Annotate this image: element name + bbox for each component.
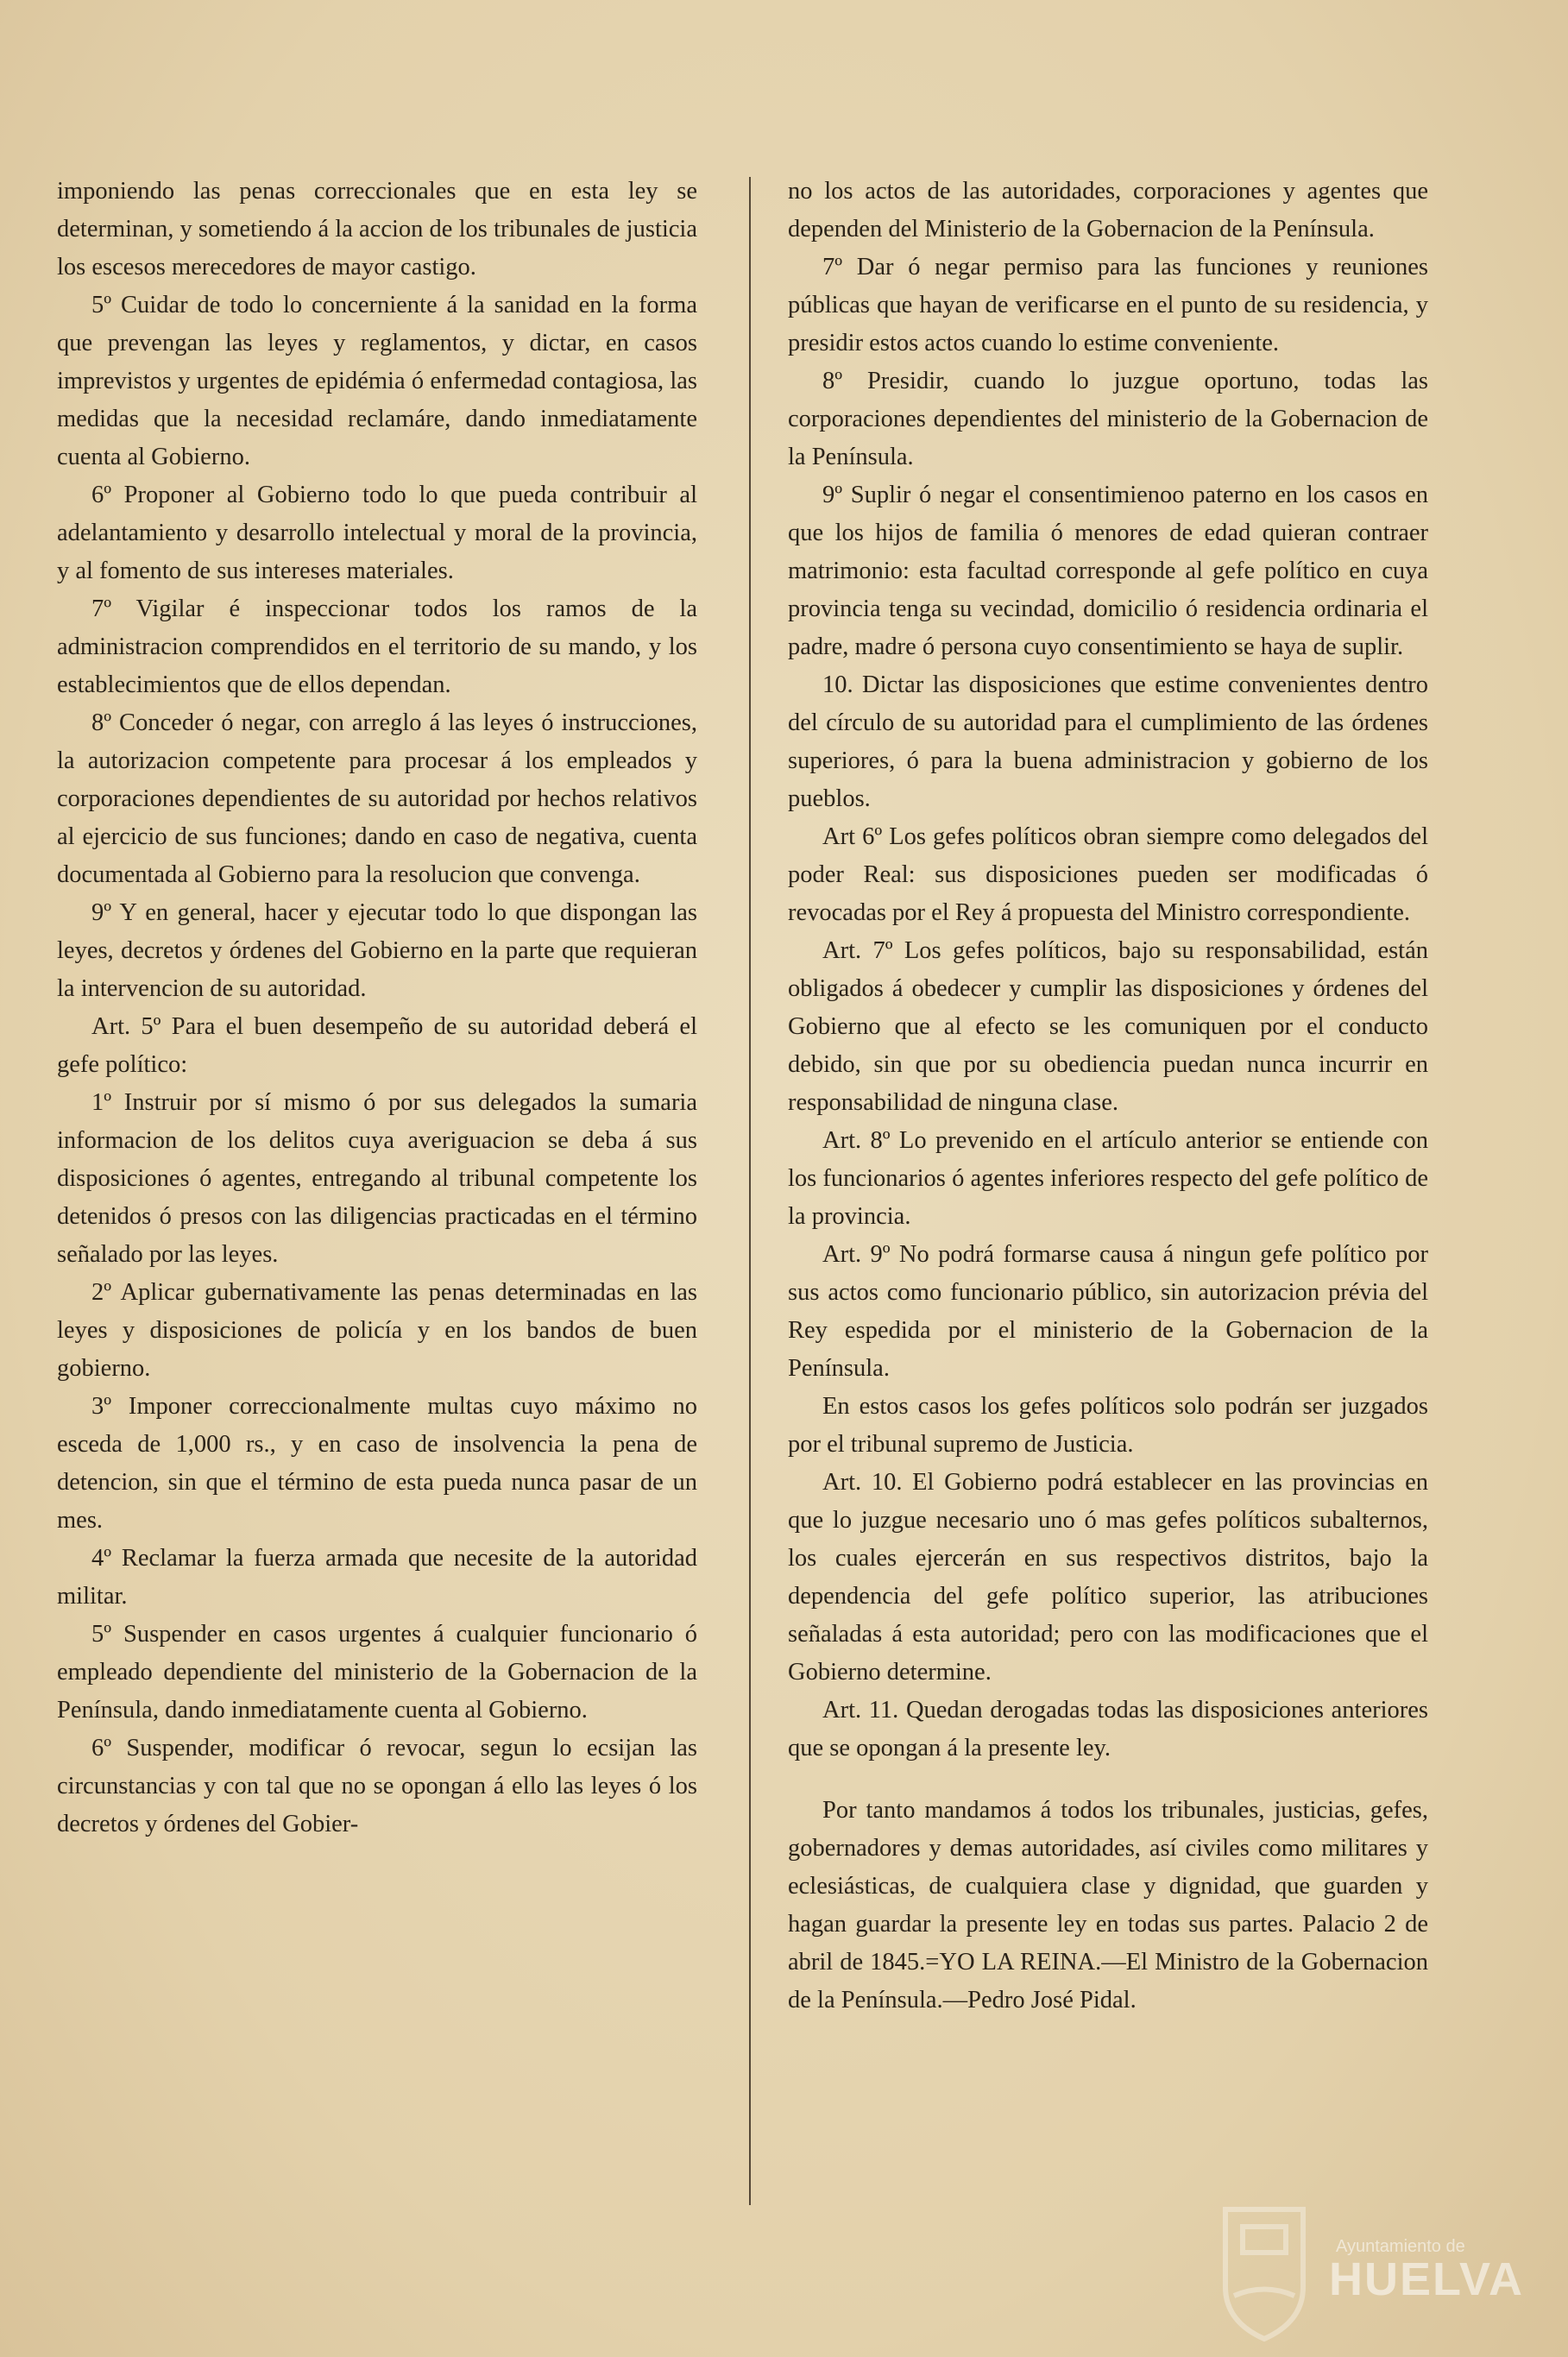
paragraph: 5º Cuidar de todo lo concerniente á la sanidad en la forma que prevengan las leyes y reglamentos, y dictar, en casos imprevistos y urgentes de epidémia ó enfermedad contagiosa, las medidas que la necesidad reclamáre, dando inmediatamente cuenta al Gobierno. [57, 292, 697, 470]
closing-decree: Por tanto mandamos á todos los tribunales, justicias, gefes, gobernadores y demas autoridades, así civiles como militares y eclesiásticas, de cualquiera clase y dignidad, que guarden y hagan guardar la presente ley en todas sus partes. Palacio 2 de abril de 1845.=YO LA REINA.—El Ministro de la Gobernacion de la Península.—Pedro José Pidal. [788, 1797, 1428, 2014]
paragraph: En estos casos los gefes políticos solo podrán ser juzgados por el tribunal supremo de Justicia. [788, 1393, 1428, 1458]
paragraph: 8º Conceder ó negar, con arreglo á las leyes ó instrucciones, la autorizacion competente para procesar á los empleados y corporaciones dependientes de su autoridad por hechos relativos al ejercicio de sus funciones; dando en caso de negativa, cuenta documentada al Gobierno para la resolucion que convenga. [57, 709, 697, 888]
article: Art. 9º No podrá formarse causa á ningun gefe político por sus actos como funcionario público, sin autorizacion prévia del Rey espedida por el ministerio de la Gobernacion de la Península. [788, 1241, 1428, 1382]
paragraph: imponiendo las penas correccionales que en esta ley se determinan, y sometiendo á la accion de los tribunales de justicia los escesos merecedores de mayor castigo. [57, 178, 697, 280]
watermark-sub: Ayuntamiento de [1336, 2237, 1465, 2256]
paragraph: 10. Dictar las disposiciones que estime convenientes dentro del círculo de su autoridad para el cumplimiento de las órdenes superiores, ó para la buena administracion y gobierno de los pueblos. [788, 671, 1428, 812]
paragraph: 5º Suspender en casos urgentes á cualquier funcionario ó empleado dependiente del ministerio de la Gobernacion de la Península, dando inmediatamente cuenta al Gobierno. [57, 1621, 697, 1724]
watermark-name: HUELVA [1329, 2253, 1524, 2305]
article: Art. 10. El Gobierno podrá establecer en las provincias en que lo juzgue necesario uno ó mas gefes políticos subalternos, los cuales ejercerán en sus respectivos distritos, bajo la dependencia del gefe político superior, las atribuciones señaladas á esta autoridad; pero con las modificaciones que el Gobierno determine. [788, 1469, 1428, 1686]
paragraph: 6º Proponer al Gobierno todo lo que pueda contribuir al adelantamiento y desarrollo intelectual y moral de la provincia, y al fomento de sus intereses materiales. [57, 482, 697, 584]
paragraph: 9º Y en general, hacer y ejecutar todo lo que dispongan las leyes, decretos y órdenes del Gobierno en la parte que requieran la intervencion de su autoridad. [57, 899, 697, 1002]
right-column [788, 173, 1428, 2020]
article: Art 6º Los gefes políticos obran siempre como delegados del poder Real: sus disposiciones pueden ser modificadas ó revocadas por el Rey á propuesta del Ministro correspondiente. [788, 823, 1428, 926]
paragraph: no los actos de las autoridades, corporaciones y agentes que dependen del Ministerio de la Gobernacion de la Península. [788, 178, 1428, 243]
paragraph: 6º Suspender, modificar ó revocar, segun lo ecsijan las circunstancias y con tal que no se opongan á ello las leyes ó los decretos y órdenes del Gobier- [57, 1735, 697, 1837]
paragraph: 1º Instruir por sí mismo ó por sus delegados la sumaria informacion de los delitos cuya averiguacion se deba á sus disposiciones ó agentes, entregando al tribunal competente los detenidos ó presos con las diligencias practicadas en el término señalado por las leyes. [57, 1089, 697, 1268]
paragraph: 2º Aplicar gubernativamente las penas determinadas en las leyes y disposiciones de policía y en los bandos de buen gobierno. [57, 1279, 697, 1382]
article: Art. 11. Quedan derogadas todas las disposiciones anteriores que se opongan á la presente ley. [788, 1697, 1428, 1761]
article-heading: Art. 5º Para el buen desempeño de su autoridad deberá el gefe político: [57, 1013, 697, 1078]
column-divider [749, 177, 751, 2205]
left-column [57, 173, 697, 1843]
paragraph: 9º Suplir ó negar el consentimienoo paterno en los casos en que los hijos de familia ó menores de edad quieran contraer matrimonio: esta facultad corresponde al gefe político en cuya provincia tenga su vecindad, domicilio ó residencia ordinaria el padre, madre ó persona cuyo consentimiento se haya de suplir. [788, 482, 1428, 660]
paragraph: 8º Presidir, cuando lo juzgue oportuno, todas las corporaciones dependientes del ministerio de la Gobernacion de la Península. [788, 368, 1428, 470]
article: Art. 7º Los gefes políticos, bajo su responsabilidad, están obligados á obedecer y cumplir las disposiciones y órdenes del Gobierno que al efecto se les comuniquen por el conducto debido, sin que por su obediencia puedan nunca incurrir en responsabilidad de ninguna clase. [788, 937, 1428, 1116]
article: Art. 8º Lo prevenido en el artículo anterior se entiende con los funcionarios ó agentes inferiores respecto del gefe político de la provincia. [788, 1127, 1428, 1230]
paragraph: 7º Vigilar é inspeccionar todos los ramos de la administracion comprendidos en el territorio de su mando, y los establecimientos que de ellos dependan. [57, 596, 697, 698]
paragraph: 7º Dar ó negar permiso para las funciones y reuniones públicas que hayan de verificarse en el punto de su residencia, y presidir estos actos cuando lo estime conveniente. [788, 254, 1428, 356]
paragraph: 3º Imponer correccionalmente multas cuyo máximo no esceda de 1,000 rs., y en caso de insolvencia la pena de detencion, sin que el término de esta pueda nunca pasar de un mes. [57, 1393, 697, 1534]
paragraph: 4º Reclamar la fuerza armada que necesite de la autoridad militar. [57, 1545, 697, 1610]
